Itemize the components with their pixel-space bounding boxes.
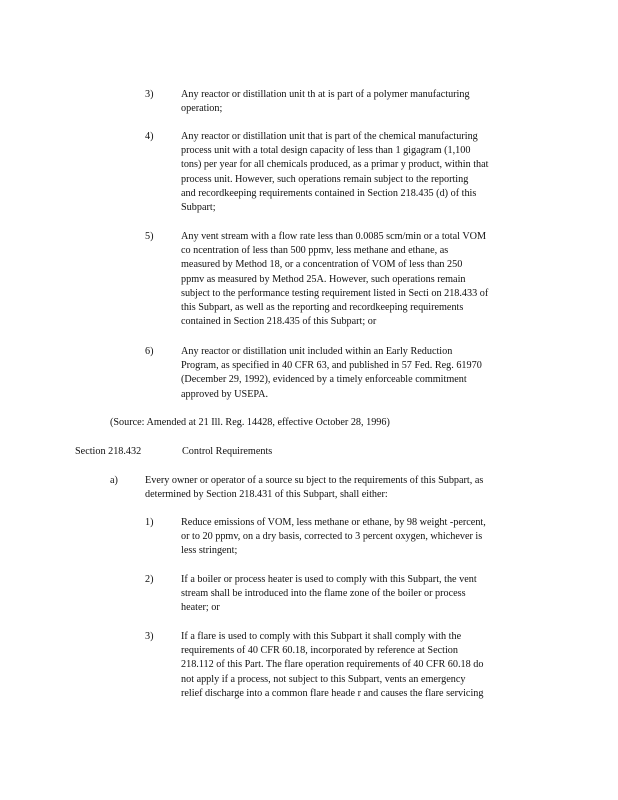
item-text	[181, 573, 541, 616]
text-line: less stringent;	[181, 545, 238, 557]
subsection-text	[145, 474, 543, 502]
item-text	[181, 516, 541, 559]
text-line: heater; or	[181, 602, 220, 614]
item-number: 4)	[145, 131, 154, 142]
text-line: (December 29, 1992), evidenced by a timely enforceable commitment	[181, 374, 467, 386]
text-line: Reduce emissions of VOM, less methane or ethane, by 98 weight -percent,	[181, 517, 486, 528]
text-line: approved by USEPA.	[181, 388, 269, 400]
section-title: Control Requirements	[182, 446, 273, 457]
text-line: process unit. However, such operations remain subject to the reporting	[181, 173, 469, 185]
text-line: stream shall be introduced into the flame zone of the boiler or process	[181, 588, 466, 600]
text-line: this Subpart, as well as the reporting and recordkeeping requirements	[181, 302, 464, 314]
text-line: Every owner or operator of a source su bject to the requirements of this Subpart, as	[145, 475, 484, 486]
text-line: 218.112 of this Part. The flare operation requirements of 40 CFR 60.18 do	[181, 659, 484, 671]
text-line: process unit with a total design capacity of less than 1 gigagram (1,100	[181, 145, 471, 157]
text-line: Any vent stream with a flow rate less than 0.0085 scm/min or a total VOM	[181, 231, 487, 242]
item-text	[181, 630, 541, 701]
text-line: or to 20 ppmv, on a dry basis, corrected to 3 percent oxygen, whichever is	[181, 531, 483, 543]
section-number: Section 218.432	[75, 446, 142, 457]
text-line: and recordkeeping requirements contained in Section 218.435 (d) of this	[181, 187, 477, 199]
text-line: operation;	[181, 103, 223, 115]
text-line: determined by Section 218.431 of this Subpart, shall either:	[145, 489, 388, 501]
text-line: ppmv as measured by Method 25A. However, such operations remain	[181, 273, 466, 285]
text-line: Program, as specified in 40 CFR 63, and published in 57 Fed. Reg. 61970	[181, 360, 482, 372]
item-number: 1)	[145, 517, 154, 528]
text-line: Any reactor or distillation unit th at is part of a polymer manufacturing	[181, 89, 470, 100]
item-number: 3)	[145, 631, 154, 642]
item-number: 3)	[145, 89, 154, 100]
text-line: requirements of 40 CFR 60.18, incorporated by reference at Section	[181, 645, 458, 657]
item-text	[181, 230, 541, 329]
item-text	[181, 88, 541, 116]
text-line: subject to the performance testing requirement listed in Secti on 218.433 of	[181, 287, 489, 299]
item-number: 6)	[145, 346, 154, 357]
text-line: contained in Section 218.435 of this Subpart; or	[181, 316, 377, 328]
source-note: (Source: Amended at 21 Ill. Reg. 14428, effective October 28, 1996)	[110, 417, 390, 428]
subsection-label: a)	[110, 475, 118, 486]
text-line: Subpart;	[181, 202, 216, 214]
text-line: tons) per year for all chemicals produced, as a primar y product, within that	[181, 159, 489, 171]
text-line: Any reactor or distillation unit included within an Early Reduction	[181, 346, 453, 357]
item-text	[181, 345, 541, 402]
item-number: 5)	[145, 231, 154, 242]
text-line: Any reactor or distillation unit that is part of the chemical manufacturing	[181, 131, 478, 142]
text-line: not apply if a process, not subject to this Subpart, vents an emergency	[181, 673, 466, 685]
text-line: measured by Method 18, or a concentration of VOM of less than 250	[181, 259, 463, 271]
text-line: If a boiler or process heater is used to comply with this Subpart, the vent	[181, 574, 477, 585]
text-line: If a flare is used to comply with this Subpart it shall comply with the	[181, 631, 462, 642]
item-text	[181, 130, 541, 215]
text-line: relief discharge into a common flare heade r and causes the flare servicing	[181, 687, 484, 699]
text-line: co ncentration of less than 500 ppmv, less methane and ethane, as	[181, 245, 449, 257]
item-number: 2)	[145, 574, 154, 585]
